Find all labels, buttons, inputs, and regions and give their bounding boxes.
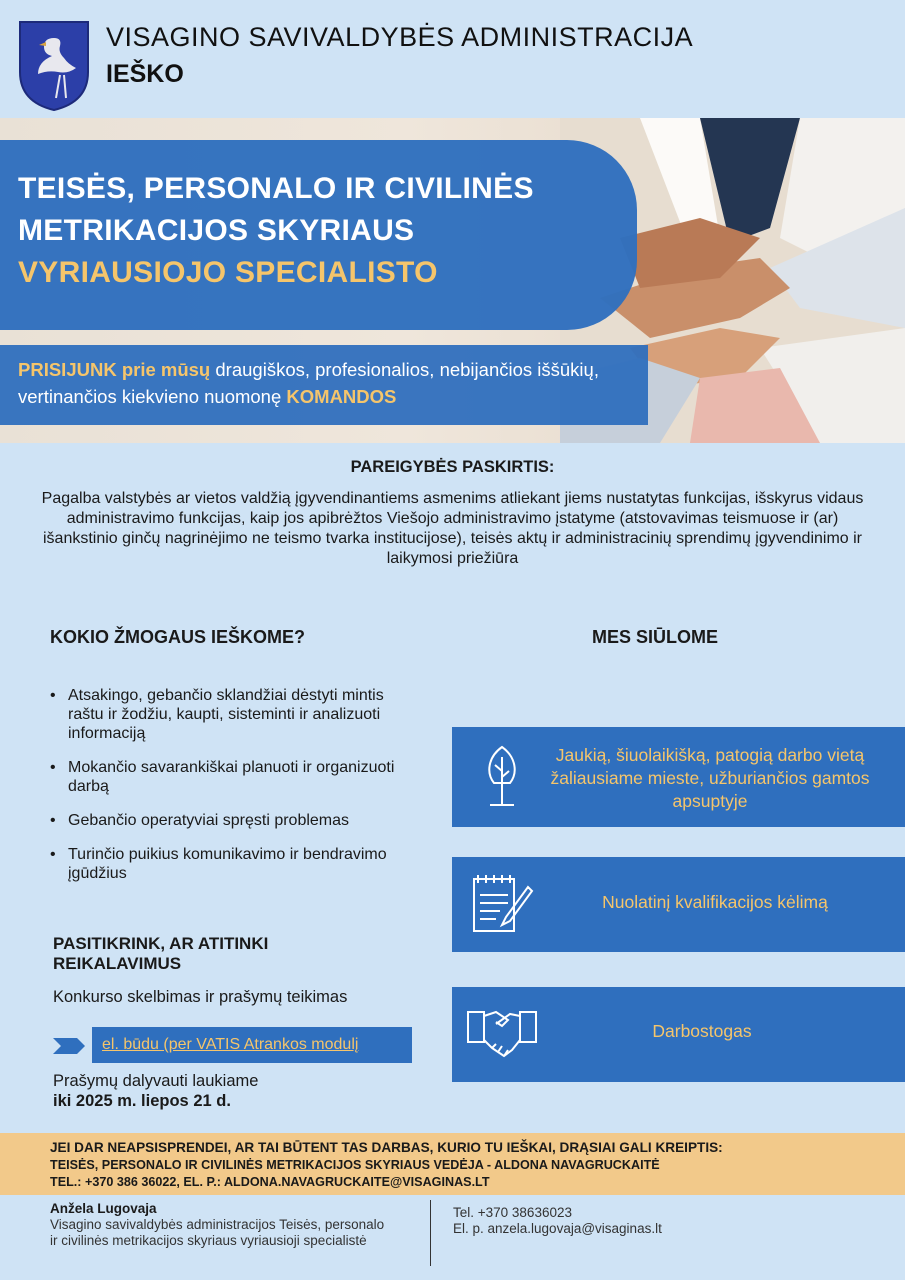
vatis-link[interactable]: el. būdu (per VATIS Atrankos modulį (102, 1036, 359, 1053)
deadline-value: iki 2025 m. liepos 21 d. (53, 1092, 231, 1110)
tree-icon (482, 743, 522, 807)
contact-head-details: TEL.: +370 386 36022, EL. P.: ALDONA.NAVAGRUCKAITE@VISAGINAS.LT (50, 1175, 490, 1189)
list-item: • Atsakingo, gebančio sklandžiai dėstyti mintis raštu ir žodžiu, kaupti, sisteminti ir analizuoti informaciją (50, 686, 410, 743)
divider (430, 1200, 431, 1266)
org-subtitle: IEŠKO (106, 60, 184, 88)
handshake-icon (466, 1002, 538, 1066)
contest-text: Konkurso skelbimas ir prašymų teikimas (53, 988, 348, 1006)
join-body: draugiškos, profesionalios, nebijančios iššūkių, vertinančios kiekvieno nuomonę (18, 359, 599, 407)
contact-person-email: El. p. anzela.lugovaja@visaginas.lt (453, 1221, 662, 1236)
offer-heading: MES SIŪLOME (592, 627, 719, 647)
check-requirements-heading: PASITIKRINK, AR ATITINKI REIKALAVIMUS (53, 934, 269, 973)
offer-text-training: Nuolatinį kvalifikacijos kėlimą (602, 892, 828, 912)
contact-head: TEISĖS, PERSONALO IR CIVILINĖS METRIKACIJOS SKYRIAUS VEDĖJA - ALDONA NAVAGRUCKAITĖ (50, 1158, 660, 1172)
contact-person-name: Anžela Lugovaja (50, 1201, 157, 1216)
offer-text-workation: Darbostogas (652, 1021, 752, 1041)
purpose-text: Pagalba valstybės ar vietos valdžią įgyvendinantiems asmenims atliekant jiems nustatytas funkcijas, išskyrus vidaus administravimo funkcijas, kaip jos apibrėžtos Viešojo administravimo įstatyme (atstovavimas teismuose ir (ar) išankstinio ginčų nagrinėjimo ne teismo tvarka institucijose), teisės aktų ir administracinių sprendimų įgyvendinimo ir laikymosi priežiūra (41, 490, 864, 567)
contact-person-role: Visagino savivaldybės administracijos Teisės, personalo ir civilinės metrikacijos skyriaus vyriausioji specialistė (50, 1217, 385, 1248)
notepad-pen-icon (470, 873, 536, 935)
join-highlight-1: PRISIJUNK prie mūsų (18, 359, 211, 380)
purpose-heading: PAREIGYBĖS PASKIRTIS: (350, 458, 555, 476)
chevron-arrow-icon (53, 1038, 85, 1054)
offer-text-workplace: Jaukią, šiuolaikišką, patogią darbo vietą žaliausiame mieste, užburiančios gamtos apsuptyje (550, 745, 870, 811)
contact-person-phone: Tel. +370 38636023 (453, 1205, 572, 1220)
requirements-list (50, 686, 410, 898)
join-text (18, 356, 638, 410)
crest-swan-icon (18, 20, 90, 112)
list-item: • Gebančio operatyviai spręsti problemas (50, 811, 410, 830)
who-heading: KOKIO ŽMOGAUS IEŠKOME? (50, 627, 306, 647)
job-title-line-2: METRIKACIJOS SKYRIAUS (18, 214, 415, 247)
job-title-line-3: VYRIAUSIOJO SPECIALISTO (18, 256, 438, 289)
join-highlight-2: KOMANDOS (286, 386, 397, 407)
deadline-label: Prašymų dalyvauti laukiame (53, 1072, 259, 1090)
contact-intro: JEI DAR NEAPSISPRENDEI, AR TAI BŪTENT TAS DARBAS, KURIO TU IEŠKAI, DRĄSIAI GALI KREIPTIS: (50, 1140, 723, 1155)
list-item: • Turinčio puikius komunikavimo ir bendravimo įgūdžius (50, 845, 410, 883)
org-title: VISAGINO SAVIVALDYBĖS ADMINISTRACIJA (106, 22, 694, 52)
list-item: • Mokančio savarankiškai planuoti ir organizuoti darbą (50, 758, 410, 796)
job-title-line-1: TEISĖS, PERSONALO IR CIVILINĖS (18, 172, 534, 205)
header (0, 0, 905, 118)
